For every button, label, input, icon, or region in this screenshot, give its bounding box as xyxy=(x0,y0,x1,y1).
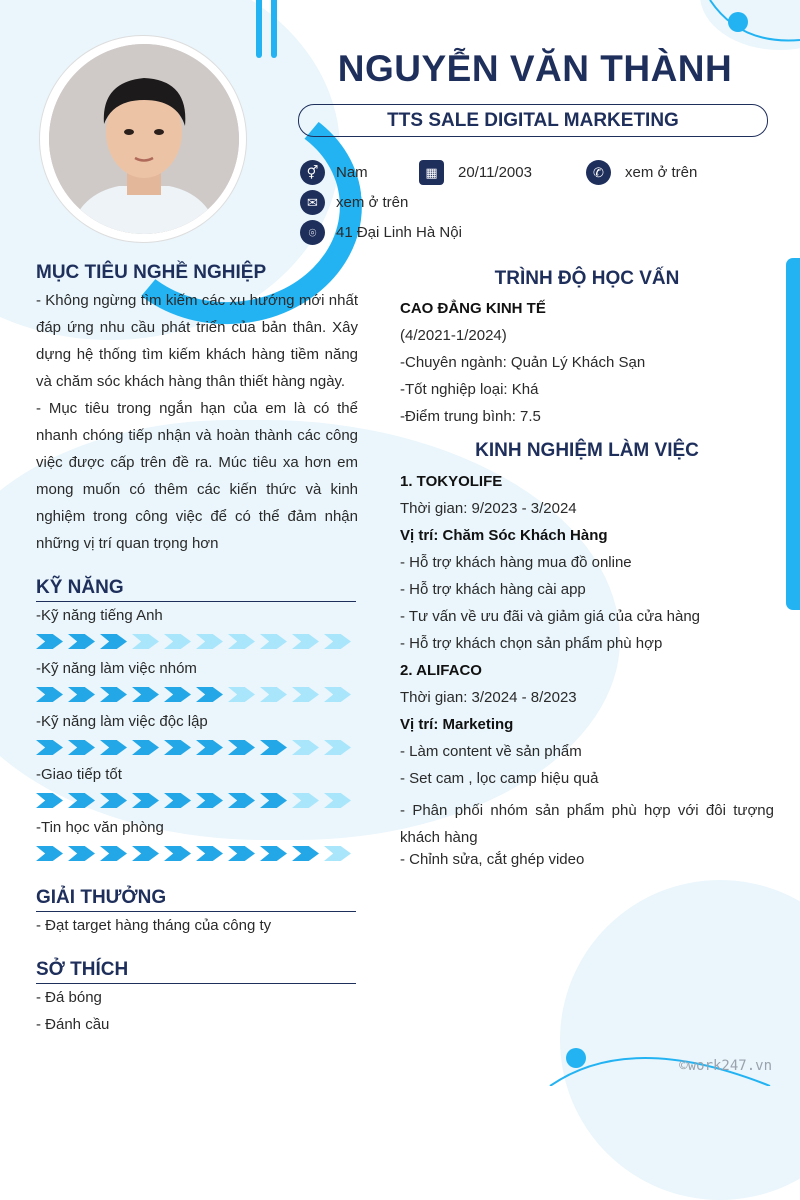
hobby-item: - Đá bóng xyxy=(36,989,102,1006)
skill-chevron xyxy=(36,740,63,755)
skill-label: -Kỹ năng làm việc nhóm xyxy=(36,660,197,677)
skill-chevron xyxy=(196,740,223,755)
job-position: TTS SALE DIGITAL MARKETING xyxy=(298,104,768,137)
skill-chevron xyxy=(68,846,95,861)
job-time: Thời gian: 9/2023 - 3/2024 xyxy=(400,500,577,517)
job-task: - Hỗ trợ khách chọn sản phẩm phù hợp xyxy=(400,635,663,652)
experience-heading: KINH NGHIỆM LÀM VIỆC xyxy=(475,440,699,461)
skill-chevron xyxy=(228,740,255,755)
skill-meter xyxy=(36,740,351,755)
education-line: (4/2021-1/2024) xyxy=(400,327,507,344)
skill-chevron xyxy=(132,846,159,861)
hobbies-heading: SỞ THÍCH xyxy=(36,959,356,984)
skill-chevron xyxy=(68,793,95,808)
skill-chevron xyxy=(196,793,223,808)
objective-paragraph-1: - Không ngừng tìm kiếm các xu hướng mới nhất đáp ứng nhu cầu phát triển của bản thân. Xây dựng hệ thống tìm kiếm khách hàng tiềm năng và chăm sóc khách hàng thân thiết hàng ngày. xyxy=(36,292,358,390)
job-role: Vị trí: Marketing xyxy=(400,716,514,733)
skill-chevron xyxy=(196,634,223,649)
skill-chevron xyxy=(164,740,191,755)
email-value: xem ở trên xyxy=(336,194,409,211)
skill-chevron xyxy=(292,793,319,808)
skill-label: -Giao tiếp tốt xyxy=(36,766,122,783)
skill-chevron xyxy=(292,846,319,861)
skill-chevron xyxy=(324,634,351,649)
skill-chevron xyxy=(132,687,159,702)
avatar xyxy=(49,44,239,234)
calendar-icon: ▦ xyxy=(419,160,444,185)
skill-chevron xyxy=(260,793,287,808)
skill-meter xyxy=(36,846,351,861)
job-task: - Làm content về sản phẩm xyxy=(400,743,582,760)
skill-chevron xyxy=(100,793,127,808)
skill-chevron xyxy=(36,687,63,702)
skill-meter xyxy=(36,634,351,649)
location-icon: ⌾ xyxy=(300,220,325,245)
watermark: ©work247.vn xyxy=(679,1058,772,1074)
decor-bar-2 xyxy=(271,0,277,58)
skill-label: -Kỹ năng làm việc độc lập xyxy=(36,713,208,730)
skill-chevron xyxy=(196,846,223,861)
birthday-value: 20/11/2003 xyxy=(458,164,532,181)
gender-value: Nam xyxy=(336,164,368,181)
skill-chevron xyxy=(324,793,351,808)
education-heading: TRÌNH ĐỘ HỌC VẤN xyxy=(494,268,680,289)
skill-chevron xyxy=(292,687,319,702)
hobby-item: - Đánh cầu xyxy=(36,1016,110,1033)
skill-chevron xyxy=(68,740,95,755)
job-task: - Phân phối nhóm sản phẩm phù hợp với đôi tượng khách hàng xyxy=(400,802,774,846)
skill-chevron xyxy=(164,687,191,702)
skill-chevron xyxy=(260,687,287,702)
job-task: - Chỉnh sửa, cắt ghép video xyxy=(400,851,585,868)
skill-chevron xyxy=(324,846,351,861)
candidate-name: NGUYỄN VĂN THÀNH xyxy=(337,48,733,89)
objective-paragraph-2: - Mục tiêu trong ngắn hạn của em là có thể nhanh chóng tiếp nhận và hoàn thành các công việc được cấp trên đề ra. Múc tiêu xa hơn em mong muốn có thêm các kiến thức và kinh nghiệm trong công việc để có thể đảm nhận những vị trí quan trọng hơn xyxy=(36,400,358,552)
skill-chevron xyxy=(164,793,191,808)
address-value: 41 Đại Linh Hà Nội xyxy=(336,224,462,241)
skill-meter xyxy=(36,793,351,808)
skill-chevron xyxy=(68,687,95,702)
job-task: - Set cam , lọc camp hiệu quả xyxy=(400,770,599,787)
education-line: -Chuyên ngành: Quản Lý Khách Sạn xyxy=(400,354,646,371)
avatar-block xyxy=(40,36,255,251)
skill-chevron xyxy=(164,846,191,861)
skill-chevron xyxy=(260,740,287,755)
job-role: Vị trí: Chăm Sóc Khách Hàng xyxy=(400,527,608,544)
skill-chevron xyxy=(68,634,95,649)
skill-chevron xyxy=(292,740,319,755)
skill-chevron xyxy=(36,846,63,861)
skill-chevron xyxy=(324,740,351,755)
skill-chevron xyxy=(132,793,159,808)
skill-chevron xyxy=(132,740,159,755)
skill-chevron xyxy=(164,634,191,649)
gender-icon: ⚥ xyxy=(300,160,325,185)
skill-chevron xyxy=(292,634,319,649)
skill-label: -Kỹ năng tiếng Anh xyxy=(36,607,163,624)
skills-heading: KỸ NĂNG xyxy=(36,577,356,602)
email-icon: ✉ xyxy=(300,190,325,215)
skill-chevron xyxy=(100,634,127,649)
skill-chevron xyxy=(100,846,127,861)
job-time: Thời gian: 3/2024 - 8/2023 xyxy=(400,689,577,706)
skill-chevron xyxy=(228,634,255,649)
job-task: - Hỗ trợ khách hàng mua đồ online xyxy=(400,554,632,571)
skill-chevron xyxy=(36,793,63,808)
skill-chevron xyxy=(36,634,63,649)
decor-bar-1 xyxy=(256,0,262,58)
skill-meter xyxy=(36,687,351,702)
skill-chevron xyxy=(228,846,255,861)
school-name: CAO ĐẲNG KINH TẾ xyxy=(400,300,546,317)
skill-chevron xyxy=(228,793,255,808)
job-company: 1. TOKYOLIFE xyxy=(400,473,503,490)
skill-chevron xyxy=(260,634,287,649)
phone-icon: ✆ xyxy=(586,160,611,185)
skill-chevron xyxy=(324,687,351,702)
skill-chevron xyxy=(100,687,127,702)
job-task: - Hỗ trợ khách hàng cài app xyxy=(400,581,586,598)
skill-label: -Tin học văn phòng xyxy=(36,819,164,836)
awards-heading: GIẢI THƯỞNG xyxy=(36,887,356,912)
phone-value: xem ở trên xyxy=(625,164,698,181)
skill-chevron xyxy=(100,740,127,755)
objective-heading: MỤC TIÊU NGHỀ NGHIỆP xyxy=(36,262,267,283)
education-line: -Tốt nghiệp loại: Khá xyxy=(400,381,539,398)
job-task: - Tư vấn về ưu đãi và giảm giá của cửa hàng xyxy=(400,608,701,625)
award-item: - Đạt target hàng tháng của công ty xyxy=(36,917,272,934)
education-line: -Điểm trung bình: 7.5 xyxy=(400,408,541,425)
skill-chevron xyxy=(196,687,223,702)
side-accent-bar xyxy=(786,258,800,610)
skill-chevron xyxy=(260,846,287,861)
job-company: 2. ALIFACO xyxy=(400,662,482,679)
skill-chevron xyxy=(228,687,255,702)
skill-chevron xyxy=(132,634,159,649)
